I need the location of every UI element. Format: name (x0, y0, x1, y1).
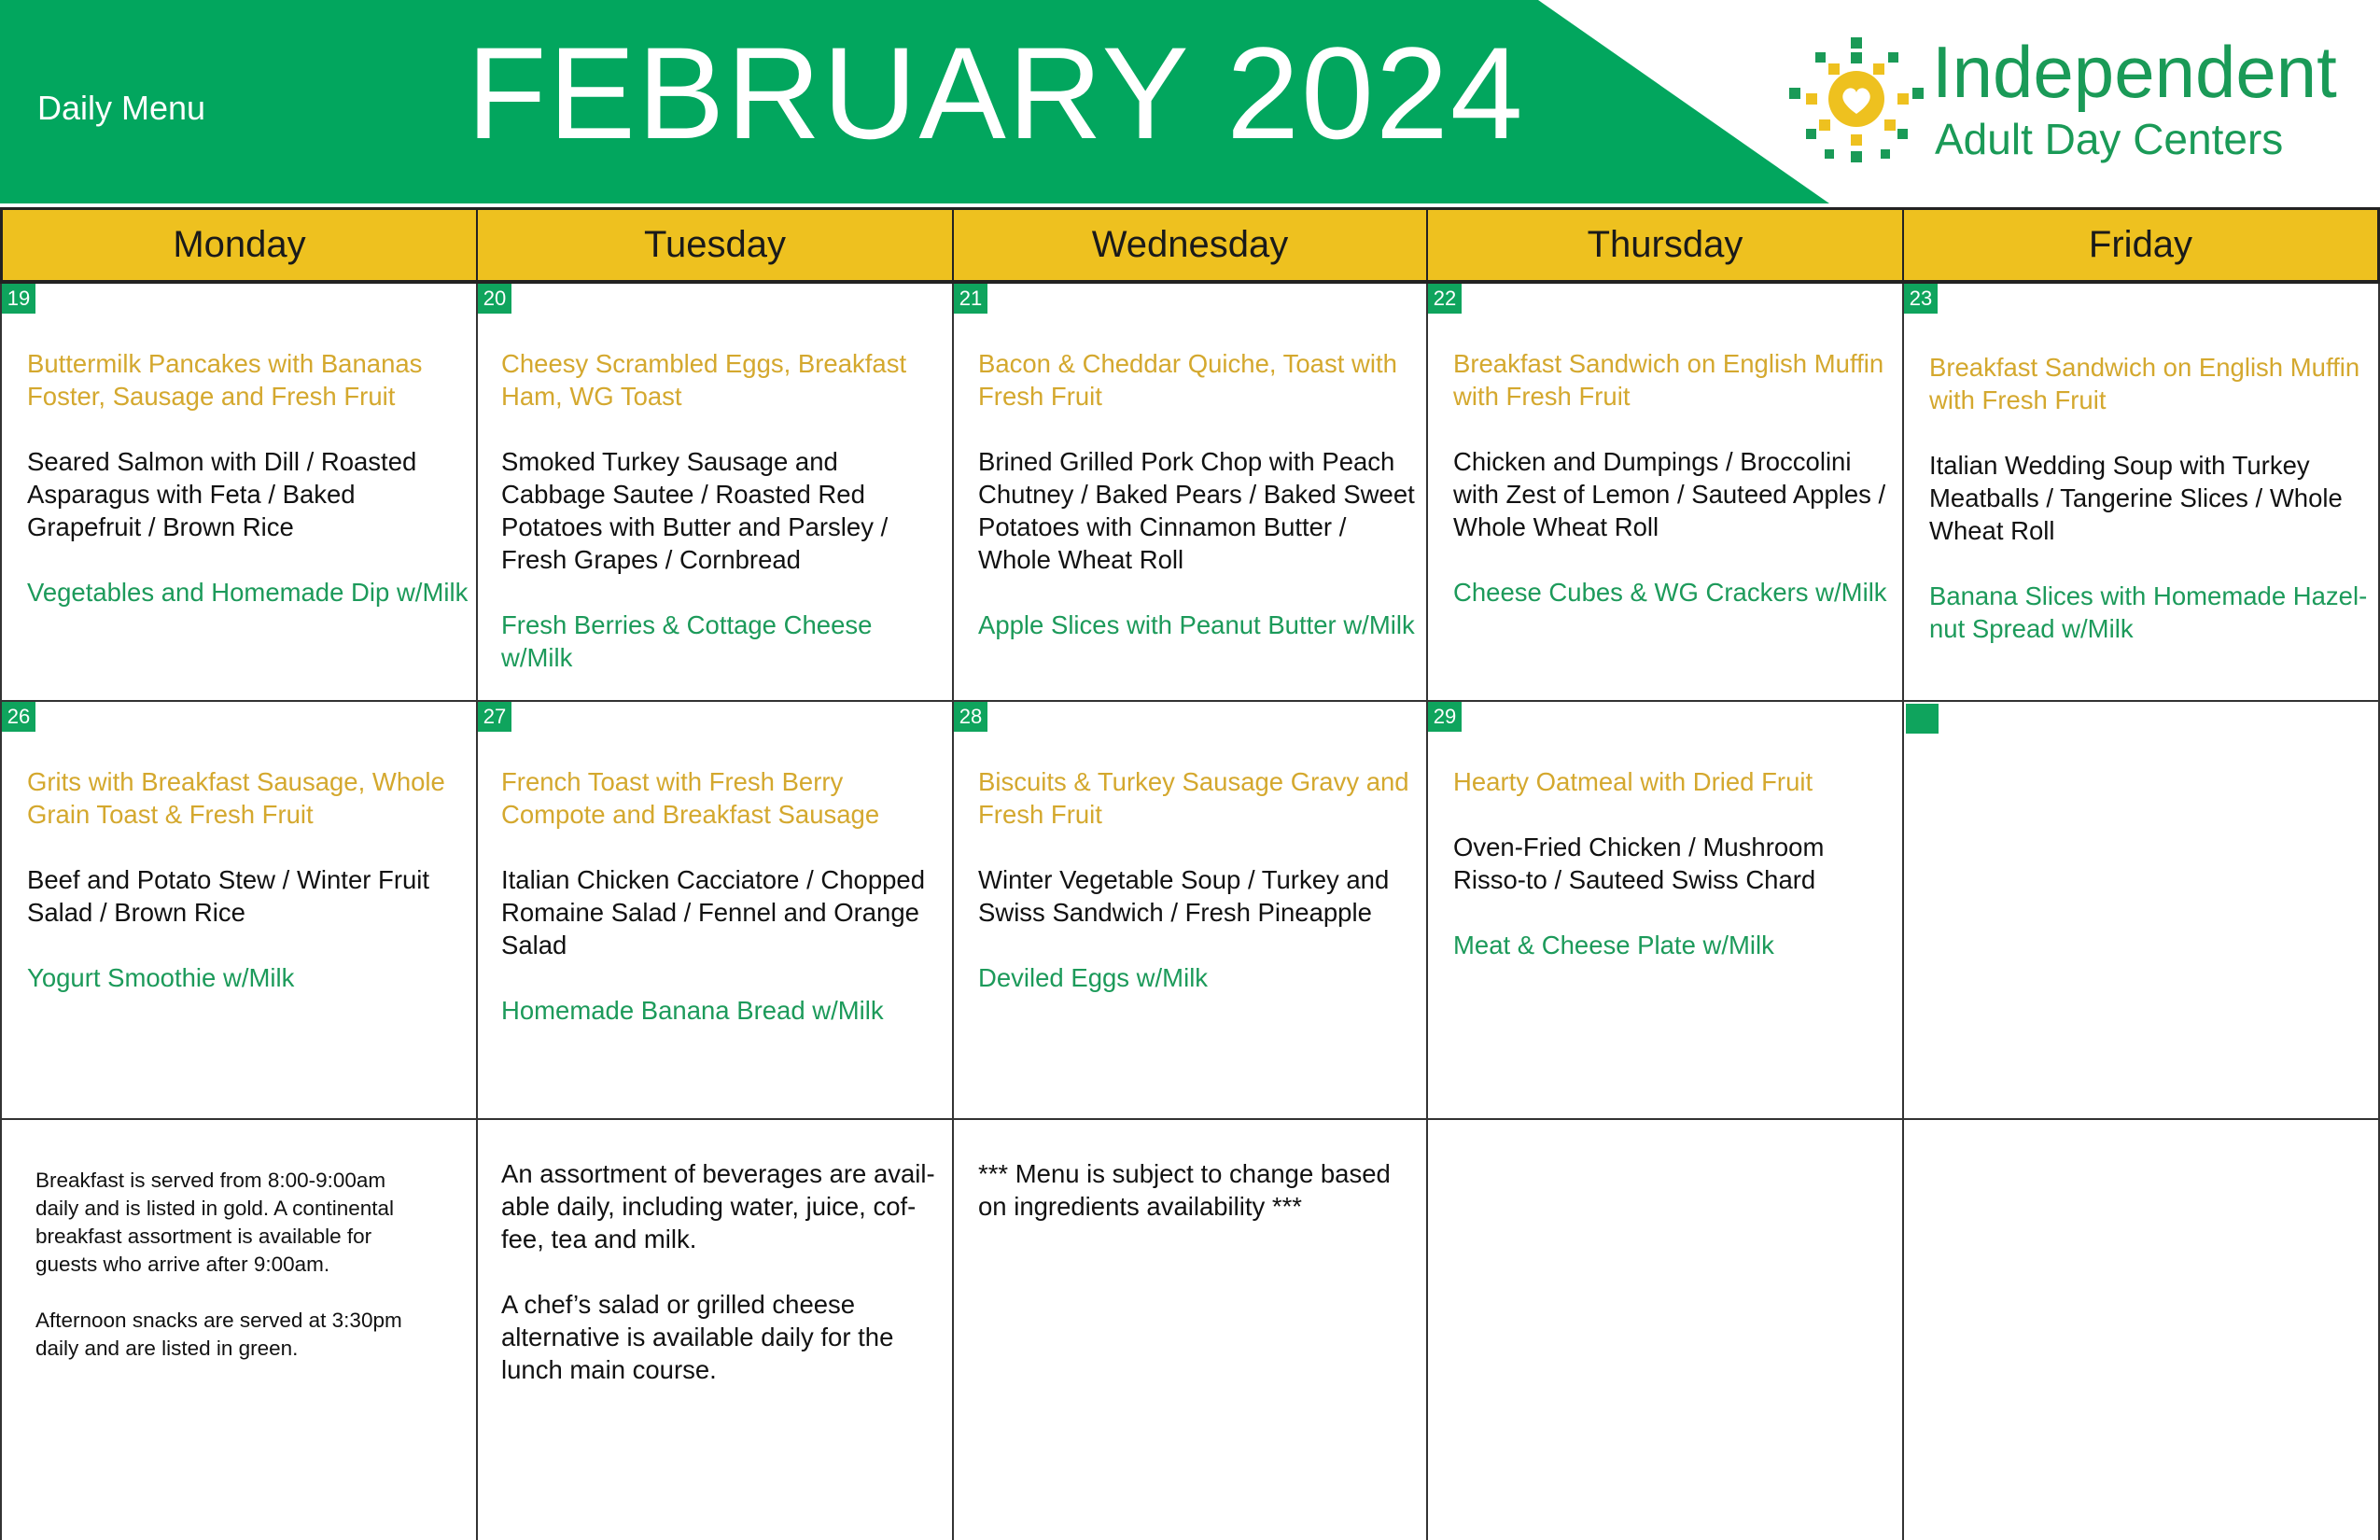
sun-heart-icon (1787, 35, 1927, 175)
date-badge: 28 (954, 702, 987, 732)
date-badge: 26 (2, 702, 35, 732)
notes-cell-empty (1428, 1120, 1904, 1540)
day-header-thursday: Thursday (1428, 207, 1904, 284)
beverages-info: An assortment of beverages are avail-able daily, including water, juice, cof-fee, tea and milk. (501, 1159, 935, 1253)
snack-item: Vegetables and Homemade Dip w/Milk (27, 578, 469, 607)
day-cell (1428, 702, 1904, 1120)
menu-content (27, 765, 469, 1027)
disclaimer: *** Menu is subject to change based on ingredients availability *** (978, 1159, 1391, 1221)
menu-content (978, 347, 1419, 674)
breakfast-item: Cheesy Scrambled Eggs, Breakfast Ham, WG Toast (501, 349, 907, 411)
snack-item: Homemade Banana Bread w/Milk (501, 996, 884, 1025)
breakfast-item: Hearty Oatmeal with Dried Fruit (1453, 767, 1813, 796)
day-header-friday: Friday (1904, 207, 2380, 284)
menu-content (27, 347, 469, 641)
lunch-item: Brined Grilled Pork Chop with Peach Chutney / Baked Pears / Baked Sweet Potatoes with Cinnamon Butter / Whole Wheat Roll (978, 447, 1415, 574)
date-badge: 21 (954, 284, 987, 314)
lunch-item: Smoked Turkey Sausage and Cabbage Sautee / Roasted Red Potatoes with Butter and Parsley / Fresh Grapes / Cornbread (501, 447, 889, 574)
logo (1787, 31, 2357, 175)
day-cell (954, 702, 1428, 1120)
snack-item: Apple Slices with Peanut Butter w/Milk (978, 610, 1415, 639)
date-badge (1906, 704, 1939, 734)
notes-cell-disclaimer (954, 1120, 1428, 1540)
daily-menu-label: Daily Menu (37, 89, 206, 127)
day-header-wednesday: Wednesday (954, 207, 1428, 284)
menu-content (501, 347, 945, 707)
breakfast-item: Breakfast Sandwich on English Muffin with Fresh Fruit (1453, 349, 1884, 411)
lunch-item: Beef and Potato Stew / Winter Fruit Salad / Brown Rice (27, 865, 430, 927)
lunch-item: Seared Salmon with Dill / Roasted Asparagus with Feta / Baked Grapefruit / Brown Rice (27, 447, 417, 541)
day-header-monday: Monday (0, 207, 478, 284)
breakfast-item: French Toast with Fresh Berry Compote and Breakfast Sausage (501, 767, 880, 829)
beverage-notes (501, 1157, 940, 1386)
logo-name: Independent (1932, 31, 2337, 113)
snack-item: Yogurt Smoothie w/Milk (27, 963, 295, 992)
snack-item: Fresh Berries & Cottage Cheese w/Milk (501, 610, 873, 672)
lunch-item: Italian Wedding Soup with Turkey Meatballs / Tangerine Slices / Whole Wheat Roll (1929, 451, 2343, 545)
snack-item: Deviled Eggs w/Milk (978, 963, 1209, 992)
lunch-item: Oven-Fried Chicken / Mushroom Risso-to / Sauteed Swiss Chard (1453, 833, 1825, 894)
breakfast-item: Buttermilk Pancakes with Bananas Foster, Sausage and Fresh Fruit (27, 349, 423, 411)
date-badge: 20 (478, 284, 511, 314)
date-badge: 29 (1428, 702, 1462, 732)
notes-cell-empty (1904, 1120, 2380, 1540)
day-cell (0, 284, 478, 702)
breakfast-item: Breakfast Sandwich on English Muffin with Fresh Fruit (1929, 353, 2360, 414)
lunch-item: Italian Chicken Cacciatore / Chopped Romaine Salad / Fennel and Orange Salad (501, 865, 926, 959)
day-cell (478, 702, 954, 1120)
date-badge: 27 (478, 702, 511, 732)
calendar-grid (0, 207, 2380, 1540)
date-badge: 22 (1428, 284, 1462, 314)
date-badge: 19 (2, 284, 35, 314)
menu-content (1453, 765, 1895, 994)
lunch-item: Winter Vegetable Soup / Turkey and Swiss Sandwich / Fresh Pineapple (978, 865, 1390, 927)
logo-tagline: Adult Day Centers (1935, 115, 2284, 163)
notes-cell-hours (0, 1120, 478, 1540)
menu-content (978, 765, 1419, 1027)
page-title: FEBRUARY 2024 (467, 20, 1525, 166)
breakfast-info: Breakfast is served from 8:00-9:00am daily and is listed in gold. A continental breakfast assortment is available for guests who arrive after 9:00am. (35, 1169, 395, 1276)
snack-info: Afternoon snacks are served at 3:30pm daily and are listed in green. (35, 1309, 402, 1360)
day-cell-empty (1904, 702, 2380, 1120)
snack-item: Meat & Cheese Plate w/Milk (1453, 931, 1774, 959)
menu-content (1453, 347, 1895, 641)
menu-content (1929, 351, 2371, 678)
day-header-tuesday: Tuesday (478, 207, 954, 284)
breakfast-item: Bacon & Cheddar Quiche, Toast with Fresh Fruit (978, 349, 1397, 411)
day-cell (0, 702, 478, 1120)
day-cell (1904, 284, 2380, 702)
date-badge: 23 (1904, 284, 1938, 314)
breakfast-item: Grits with Breakfast Sausage, Whole Grain Toast & Fresh Fruit (27, 767, 445, 829)
hours-notes (35, 1167, 409, 1363)
snack-item: Cheese Cubes & WG Crackers w/Milk (1453, 578, 1887, 607)
lunch-item: Chicken and Dumpings / Broccolini with Zest of Lemon / Sauteed Apples / Whole Wheat Roll (1453, 447, 1886, 541)
breakfast-item: Biscuits & Turkey Sausage Gravy and Fresh Fruit (978, 767, 1409, 829)
snack-item: Banana Slices with Homemade Hazel-nut Spread w/Milk (1929, 581, 2368, 643)
day-cell (1428, 284, 1904, 702)
day-cell (478, 284, 954, 702)
day-cell (954, 284, 1428, 702)
menu-content (501, 765, 945, 1059)
alternative-info: A chef’s salad or grilled cheese alternative is available daily for the lunch main course. (501, 1290, 894, 1384)
notes-cell-beverages (478, 1120, 954, 1540)
